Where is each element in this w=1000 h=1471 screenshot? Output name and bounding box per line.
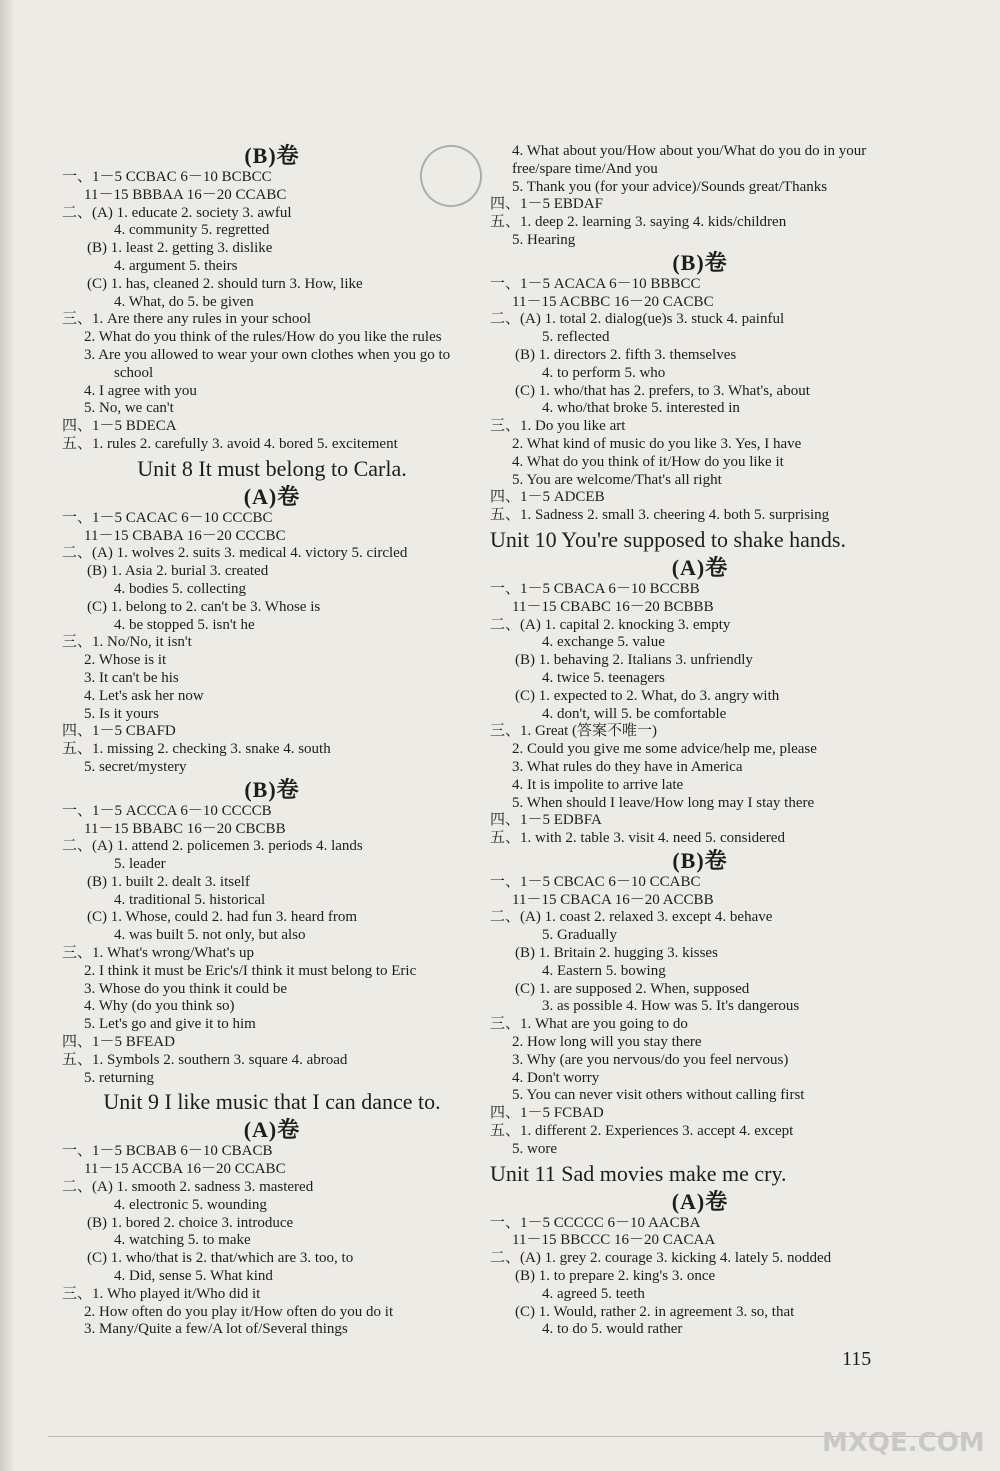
answer-line: (B) 1. directors 2. fifth 3. themselves	[515, 346, 737, 363]
answer-line: 5. returning	[84, 1069, 154, 1086]
answer-line: (C) 1. are supposed 2. When, supposed	[515, 980, 750, 997]
answer-line: 三、1. What's wrong/What's up	[62, 945, 255, 962]
answer-line: 4. It is impolite to arrive late	[512, 776, 684, 793]
section-header: (A)卷	[671, 554, 729, 580]
answer-line: (C) 1. who/that has 2. prefers, to 3. What's, about	[515, 382, 810, 399]
answer-line: 5. Thank you (for your advice)/Sounds great/Thanks	[512, 178, 828, 195]
answer-line: 3. It can't be his	[84, 669, 179, 686]
answer-line: 3. Many/Quite a few/A lot of/Several things	[84, 1321, 348, 1338]
answer-line: 五、1. Sadness 2. small 3. cheering 4. both 5. surprising	[490, 507, 830, 524]
answer-line: 5. No, we can't	[84, 400, 174, 417]
section-header: (B)卷	[244, 143, 300, 168]
answer-line: 2. What do you think of the rules/How do you like the rules	[84, 329, 442, 346]
answer-line: 2. What kind of music do you like 3. Yes, I have	[512, 435, 802, 452]
answer-line: 4. What do you think of it/How do you like it	[512, 453, 784, 470]
answer-line: 4. be stopped 5. isn't he	[114, 616, 255, 633]
answer-line: 四、1－5 ADCEB	[490, 489, 605, 506]
answer-line: 5. wore	[512, 1140, 557, 1157]
answer-line: 三、1. Do you like art	[490, 418, 626, 435]
answer-line: 4. electronic 5. wounding	[114, 1196, 267, 1213]
answer-line: 一、1－5 CBACA 6－10 BCCBB	[490, 580, 700, 597]
answer-line: 4. was built 5. not only, but also	[114, 927, 306, 944]
answer-line: 三、1. Who played it/Who did it	[62, 1285, 261, 1302]
section-header: (B)卷	[244, 776, 300, 802]
answer-line: 二、(A) 1. wolves 2. suits 3. medical 4. victory 5. circled	[62, 545, 408, 562]
answer-line: 11－15 ACCBA 16－20 CCABC	[84, 1161, 286, 1178]
answer-line: 三、1. No/No, it isn't	[62, 634, 192, 651]
answer-line: 2. How long will you stay there	[512, 1034, 702, 1051]
answer-line: 5. When should I leave/How long may I stay there	[512, 794, 815, 811]
unit-title: Unit 11 Sad movies make me cry.	[490, 1160, 787, 1186]
answer-line: (C) 1. Would, rather 2. in agreement 3. so, that	[515, 1303, 795, 1320]
answer-line: 4. Eastern 5. bowing	[542, 962, 666, 979]
answer-line: 四、1－5 CBAFD	[62, 723, 176, 740]
answer-line: (B) 1. behaving 2. Italians 3. unfriendly	[515, 652, 753, 669]
answer-line: 一、1－5 CCBAC 6－10 BCBCC	[62, 169, 272, 185]
answer-line: 五、1. Symbols 2. southern 3. square 4. abroad	[62, 1051, 348, 1068]
answer-line: 3. Why (are you nervous/do you feel nervous)	[512, 1051, 789, 1068]
answer-line: 5. Is it yours	[84, 705, 159, 722]
answer-line: 3. Are you allowed to wear your own clothes when you go to	[84, 346, 451, 363]
answer-line: (B) 1. Britain 2. hugging 3. kisses	[515, 945, 718, 962]
answer-line: 三、1. Are there any rules in your school	[62, 311, 312, 328]
answer-line: 5. secret/mystery	[84, 758, 187, 775]
answer-line: 11－15 CBABA 16－20 CCCBC	[84, 527, 286, 544]
answer-line: 4. Did, sense 5. What kind	[114, 1268, 273, 1285]
answer-line: 四、1－5 EBDAF	[490, 196, 603, 213]
section-header: (B)卷	[672, 249, 728, 275]
answer-line: 二、(A) 1. total 2. dialog(ue)s 3. stuck 4. painful	[490, 311, 785, 328]
answer-line: 5. You can never visit others without calling first	[512, 1087, 805, 1104]
answer-line: 四、1－5 BFEAD	[62, 1034, 175, 1051]
unit-title: Unit 10 You're supposed to shake hands.	[490, 526, 846, 552]
answer-line: 四、1－5 EDBFA	[490, 812, 602, 829]
answer-line: 四、1－5 FCBAD	[490, 1105, 604, 1122]
scan-edge	[0, 0, 14, 1471]
answer-line: (C) 1. has, cleaned 2. should turn 3. How, like	[87, 275, 363, 292]
answer-line: 11－15 BBABC 16－20 CBCBB	[84, 820, 286, 837]
right-answer-column	[490, 143, 910, 1339]
answer-line: 一、1－5 ACACA 6－10 BBBCC	[490, 275, 701, 292]
answer-line: 二、(A) 1. attend 2. policemen 3. periods 4. lands	[62, 838, 363, 855]
section-header: (A)卷	[671, 1188, 729, 1214]
answer-line: 4. to perform 5. who	[542, 364, 666, 381]
answer-line: 3. Whose do you think it could be	[84, 980, 288, 997]
answer-line: (B) 1. to prepare 2. king's 3. once	[515, 1268, 716, 1285]
answer-line: 4. Why (do you think so)	[84, 998, 235, 1015]
answer-line: 4. exchange 5. value	[542, 634, 665, 651]
answer-line: 3. What rules do they have in America	[512, 758, 743, 775]
answer-line: 三、1. What are you going to do	[490, 1016, 688, 1033]
section-header: (B)卷	[672, 847, 728, 873]
answer-line: 4. traditional 5. historical	[114, 891, 266, 908]
page-number: 115	[842, 1348, 872, 1370]
answer-line: 4. watching 5. to make	[114, 1232, 251, 1249]
answer-line: 一、1－5 CACAC 6－10 CCCBC	[62, 509, 273, 526]
answer-line: 4. argument 5. theirs	[114, 257, 238, 274]
answer-line: 4. Let's ask her now	[84, 687, 204, 704]
answer-line: 一、1－5 ACCCA 6－10 CCCCB	[62, 802, 272, 819]
answer-line: 二、(A) 1. grey 2. courage 3. kicking 4. lately 5. nodded	[490, 1250, 832, 1267]
answer-line: (C) 1. belong to 2. can't be 3. Whose is	[87, 598, 321, 615]
left-answer-column	[62, 143, 482, 1339]
answer-line: school	[114, 364, 154, 381]
answer-line: 11－15 BBCCC 16－20 CACAA	[512, 1232, 716, 1249]
answer-line: 五、1. different 2. Experiences 3. accept 4. except	[490, 1123, 794, 1140]
answer-line: (B) 1. least 2. getting 3. dislike	[87, 240, 273, 257]
answer-line: 5. leader	[114, 856, 166, 873]
answer-line: (C) 1. who/that is 2. that/which are 3. too, to	[87, 1250, 354, 1267]
answer-line: 二、(A) 1. smooth 2. sadness 3. mastered	[62, 1179, 314, 1196]
answer-line: 2. I think it must be Eric's/I think it must belong to Eric	[84, 962, 417, 979]
answer-line: 五、1. with 2. table 3. visit 4. need 5. considered	[490, 830, 785, 847]
answer-line: 4. I agree with you	[84, 382, 197, 399]
answer-line: 5. Hearing	[512, 231, 576, 248]
answer-line: (B) 1. Asia 2. burial 3. created	[87, 563, 269, 580]
answer-line: 一、1－5 BCBAB 6－10 CBACB	[62, 1143, 273, 1160]
answer-line: 一、1－5 CCCCC 6－10 AACBA	[490, 1214, 701, 1231]
answer-line: 二、(A) 1. coast 2. relaxed 3. except 4. behave	[490, 909, 773, 926]
answer-line: free/spare time/And you	[512, 160, 658, 177]
answer-line: (B) 1. built 2. dealt 3. itself	[87, 873, 250, 890]
answer-line: 5. reflected	[542, 329, 610, 346]
answer-line: 11－15 BBBAA 16－20 CCABC	[84, 186, 287, 203]
unit-title: Unit 9 I like music that I can dance to.	[103, 1089, 441, 1115]
answer-line: (B) 1. bored 2. choice 3. introduce	[87, 1214, 294, 1231]
answer-line: 4. don't, will 5. be comfortable	[542, 705, 727, 722]
answer-line: 四、1－5 BDECA	[62, 418, 177, 435]
answer-line: 3. as possible 4. How was 5. It's dangerous	[542, 998, 800, 1015]
answer-line: 2. Whose is it	[84, 652, 167, 669]
answer-line: 4. What about you/How about you/What do you do in your	[512, 143, 867, 159]
section-header: (A)卷	[243, 1117, 301, 1143]
answer-line: 五、1. rules 2. carefully 3. avoid 4. bored 5. excitement	[62, 435, 398, 452]
answer-line: 一、1－5 CBCAC 6－10 CCABC	[490, 873, 701, 890]
answer-line: 二、(A) 1. capital 2. knocking 3. empty	[490, 616, 731, 633]
answer-line: 11－15 ACBBC 16－20 CACBC	[512, 293, 714, 310]
answer-line: 4. bodies 5. collecting	[114, 580, 247, 597]
answer-line: 4. who/that broke 5. interested in	[542, 400, 740, 417]
answer-line: 2. Could you give me some advice/help me, please	[512, 741, 817, 758]
answer-line: 二、(A) 1. educate 2. society 3. awful	[62, 204, 292, 221]
answer-line: 11－15 CBACA 16－20 ACCBB	[512, 891, 714, 908]
watermark-url: MXQE.COM	[822, 1428, 985, 1458]
answer-line: 5. Gradually	[542, 927, 617, 944]
answer-line: 11－15 CBABC 16－20 BCBBB	[512, 598, 714, 615]
answer-line: 2. How often do you play it/How often do you do it	[84, 1303, 394, 1320]
answer-line: 4. community 5. regretted	[114, 222, 270, 239]
unit-title: Unit 8 It must belong to Carla.	[137, 455, 407, 481]
answer-line: (C) 1. expected to 2. What, do 3. angry with	[515, 687, 780, 704]
answer-line: 4. What, do 5. be given	[114, 293, 254, 310]
answer-line: 五、1. deep 2. learning 3. saying 4. kids/children	[490, 214, 787, 231]
answer-line: 5. Let's go and give it to him	[84, 1016, 256, 1033]
answer-line: 4. twice 5. teenagers	[542, 669, 665, 686]
answer-line: 五、1. missing 2. checking 3. snake 4. south	[62, 741, 331, 758]
section-header: (A)卷	[243, 483, 301, 509]
answer-line: 4. agreed 5. teeth	[542, 1285, 645, 1302]
answer-line: 三、1. Great (答案不唯一)	[490, 723, 658, 740]
answer-line: 5. You are welcome/That's all right	[512, 471, 722, 488]
answer-line: (C) 1. Whose, could 2. had fun 3. heard from	[87, 909, 358, 926]
answer-line: 4. to do 5. would rather	[542, 1321, 683, 1338]
answer-line: 4. Don't worry	[512, 1069, 600, 1086]
